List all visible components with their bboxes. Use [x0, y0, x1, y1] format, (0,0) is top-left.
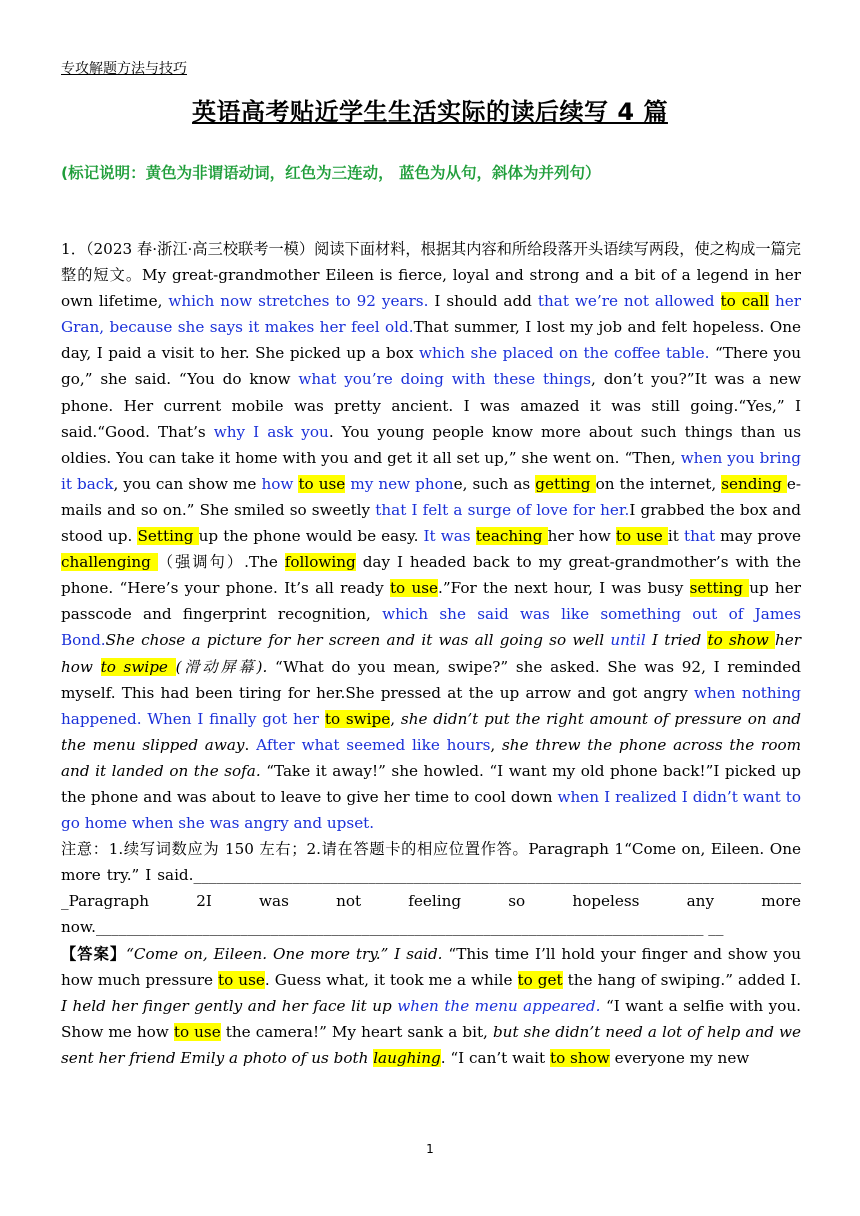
answer-text-segment: everyone my new	[609, 1048, 750, 1067]
question-text-segment: e, such as	[453, 474, 536, 493]
question-text-segment: “Take it away!” she howled. “I want my old phone back!”I picked up the phone and was about to leave to give her time to cool down	[61, 761, 801, 806]
marking-legend: (标记说明：黄色为非谓语动词，红色为三连动， 蓝色为从句，斜体为并列句）	[61, 164, 601, 182]
question-text-segment: My great-grandmother Eileen is fierce, loyal and strong and a bit of a legend in her own lifetime,	[61, 266, 801, 311]
question-passage	[61, 266, 801, 832]
question-text-segment: on the internet,	[595, 474, 722, 493]
question-text-segment: It was	[423, 527, 476, 546]
question-text-segment: why I ask you	[213, 422, 329, 441]
answer-text-segment: . “I can’t wait	[440, 1048, 550, 1067]
question-text-segment: e-mails and so on.” She smiled so sweetly	[61, 474, 801, 519]
question-text-segment: to show	[707, 631, 775, 650]
question-text-segment: .	[244, 735, 257, 754]
header-label: 专攻解题方法与技巧	[61, 61, 187, 77]
question-text-segment: she didn’t put the right amount of pressure on and the menu slipped away	[61, 709, 802, 754]
question-text-segment: that	[684, 527, 716, 546]
question-text-segment: teaching	[475, 527, 548, 546]
question-text-segment: to swipe	[100, 657, 176, 676]
answer-text-segment: to show	[549, 1048, 610, 1067]
question-text-segment: （强调句）.The	[157, 553, 285, 572]
question-text-segment: setting	[689, 579, 750, 598]
answer-text-segment: to use	[173, 1022, 221, 1041]
page-title: 英语高考贴近学生生活实际的读后续写 4 篇	[192, 98, 668, 126]
question-text-segment: may prove	[715, 527, 802, 546]
question-text-segment: “There you go,” she said. “You do know	[61, 344, 801, 389]
question-text-segment: her how	[61, 631, 801, 676]
answer-text-segment: I held her finger gently and her face lit up	[61, 996, 398, 1015]
question-text-segment: I grabbed the box and stood up.	[61, 500, 801, 546]
question-text-segment: She chose a picture for her screen and it was all going so well	[105, 631, 611, 650]
question-text-segment: ,	[390, 709, 401, 728]
answer-text-segment: “This time I’ll hold your finger and show you how much pressure	[61, 944, 802, 989]
question-text-segment: Setting	[137, 527, 199, 546]
answer-label: 【答案】	[61, 944, 127, 963]
question-text-segment: When I finally got her	[147, 709, 325, 728]
answer-text-segment: to use	[218, 970, 265, 989]
document-body	[61, 236, 801, 1071]
question-text-segment: until	[610, 631, 646, 650]
question-text-segment: I tried	[645, 631, 708, 650]
question-text-segment: that I felt a surge of love for her.	[375, 500, 630, 519]
question-text-segment: when you bring it back	[61, 448, 801, 493]
question-text-segment: ,	[490, 735, 502, 754]
answer-text-segment: . Guess what, it took me a while	[264, 970, 518, 989]
question-text-segment: what you’re doing with these things	[298, 370, 591, 389]
answer-text-segment: the hang of swiping.” added I.	[562, 970, 802, 989]
question-text-segment: to use	[389, 579, 439, 598]
question-text-segment: how	[261, 474, 299, 493]
question-text-segment: that we’re not allowed	[537, 292, 721, 311]
question-text-segment: it	[667, 527, 685, 546]
question-text-segment: which she said was like something out of James Bond.	[61, 605, 802, 650]
answer-text-segment: to get	[517, 970, 563, 989]
question-text-segment: to use	[298, 474, 346, 493]
question-text-segment: (滑动屏幕).	[175, 657, 268, 676]
answer-text-segment: but she didn’t need a lot of help and we sent her friend Emily a photo of us both	[61, 1022, 801, 1067]
answer-text-segment: “Come on, Eileen. One more try.” I said.	[126, 944, 443, 963]
page-number: 1	[426, 1142, 434, 1156]
question-text-segment: up her passcode and fingerprint recognition,	[61, 579, 801, 624]
answer-passage	[61, 945, 801, 1067]
question-text-segment: sending	[721, 474, 787, 493]
question-text-segment: day I headed back to my great-grandmother’s with the phone. “Here’s your phone. It’s all ready	[61, 553, 801, 598]
question-text-segment: which she placed on the coffee table.	[419, 344, 710, 363]
question-text-segment: to swipe	[324, 709, 391, 728]
question-text-segment: That summer, I lost my job and felt hopeless. One day, I paid a visit to her. She picked up a box	[61, 318, 802, 363]
question-text-segment: , don’t you?”It was a new phone. Her current mobile was pretty ancient. I was amazed it was still going.“Yes,” I said.“Good. That’s	[61, 370, 801, 441]
question-text-segment: After what seemed like hours	[256, 735, 491, 754]
question-text-segment: , you can show me	[113, 474, 262, 493]
answer-text-segment: laughing	[373, 1048, 441, 1067]
question-text-segment: “What do you mean, swipe?” she asked. She was 92, I reminded myself. This had been tiring for her.She pressed at the up arrow and got angry	[61, 657, 801, 702]
question-text-segment: I should add	[428, 292, 538, 311]
question-text-segment: getting	[535, 474, 596, 493]
question-text-segment: challenging	[61, 553, 158, 572]
question-text-segment: up the phone would be easy.	[198, 527, 424, 546]
question-text-segment: she threw the phone across the room and it landed on the sofa.	[61, 735, 802, 780]
answer-text-segment: when the menu appeared.	[397, 996, 601, 1015]
question-text-segment: .”For the next hour, I was busy	[438, 579, 690, 598]
question-text-segment: my new phon	[345, 474, 454, 493]
question-text-segment: . You young people know more about such things than us oldies. You can take it home with you and get it all set up,” she went on. “Then,	[61, 422, 802, 467]
answer-text-segment: the camera!” My heart sank a bit,	[220, 1022, 493, 1041]
answer-paragraph	[61, 941, 801, 1071]
question-text-segment: to call	[720, 292, 769, 311]
question-text-segment: which now stretches to 92 years.	[168, 292, 429, 311]
question-paragraph	[61, 236, 801, 836]
question-text-segment: when nothing happened.	[61, 683, 801, 728]
question-note: 注意：1.续写词数应为 150 左右；2.请在答题卡的相应位置作答。Paragraph 1“Come on, Eileen. One more try.” I said.________________________________________________________________________________ _Paragraph 2I was not feeling so hopeless any more now.________________________________________________________________________________ __	[61, 840, 801, 937]
question-text-segment: to use	[615, 527, 668, 546]
question-text-segment: when I realized I didn’t want to go home when she was angry and upset.	[61, 787, 801, 833]
answer-text-segment: “I want a selfie with you. Show me how	[61, 996, 801, 1041]
question-text-segment: following	[284, 553, 356, 572]
question-intro: 1．（2023 春·浙江·高三校联考一模）阅读下面材料，根据其内容和所给段落开头语续写两段，使之构成一篇完整的短文。	[61, 240, 801, 285]
question-text-segment: her Gran, because she says it makes her feel old.	[61, 292, 801, 337]
question-text-segment: her how	[547, 527, 616, 546]
